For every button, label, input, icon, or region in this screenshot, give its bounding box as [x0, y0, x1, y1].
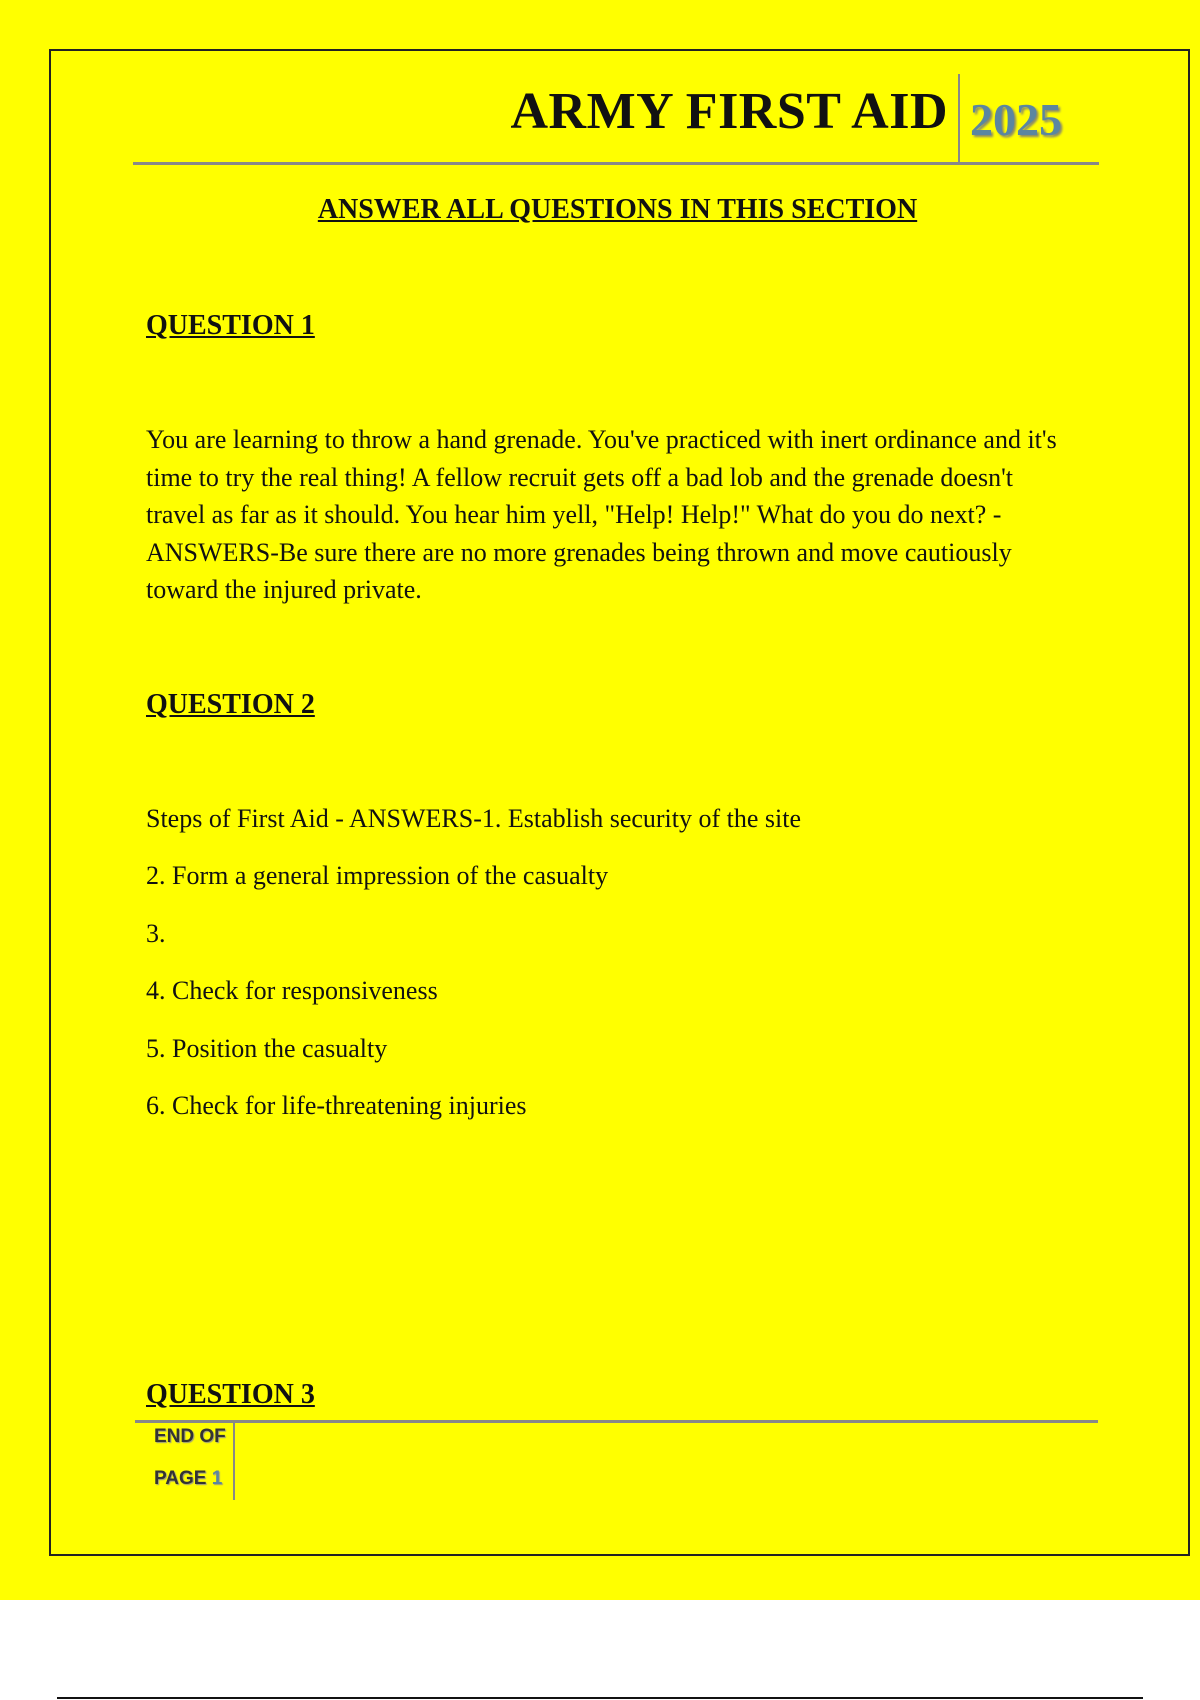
footer-rule [135, 1420, 1098, 1423]
question-1-heading: QUESTION 1 [146, 310, 315, 341]
section-heading: ANSWER ALL QUESTIONS IN THIS SECTION [317, 194, 918, 225]
question-2-step: 4. Check for responsiveness [146, 976, 438, 1005]
document-year: 2025 [970, 94, 1062, 145]
footer-page-label [154, 1467, 222, 1491]
question-2-step: 3. [146, 919, 166, 948]
footer-end-of: END OF [154, 1426, 226, 1447]
question-2-heading: QUESTION 2 [146, 689, 315, 720]
question-1-text: You are learning to throw a hand grenade. You've practiced with inert ordinance and it's time to try the real thing! A fellow recruit gets off a bad lob and the grenade doesn't travel as far as it should. You hear him yell, "Help! Help!" What do you do next? - ANSWERS-Be sure there are no more grenades being thrown and move cautiously toward the injured private. [146, 425, 1057, 604]
question-2-step: Steps of First Aid - ANSWERS-1. Establish security of the site [146, 804, 802, 833]
question-2-step: 5. Position the casualty [146, 1034, 388, 1063]
header-rule [133, 162, 1099, 165]
page-number: 1 [211, 1468, 223, 1489]
footer-divider [233, 1423, 235, 1500]
question-3-heading: QUESTION 3 [146, 1379, 315, 1410]
question-2-step: 2. Form a general impression of the casualty [146, 861, 609, 890]
document-title: ARMY FIRST AID [510, 83, 948, 140]
header-divider [958, 74, 960, 162]
question-2-step: 6. Check for life-threatening injuries [146, 1091, 527, 1120]
page-bottom-rule [57, 1697, 1143, 1699]
footer-page-word: PAGE [154, 1468, 207, 1489]
